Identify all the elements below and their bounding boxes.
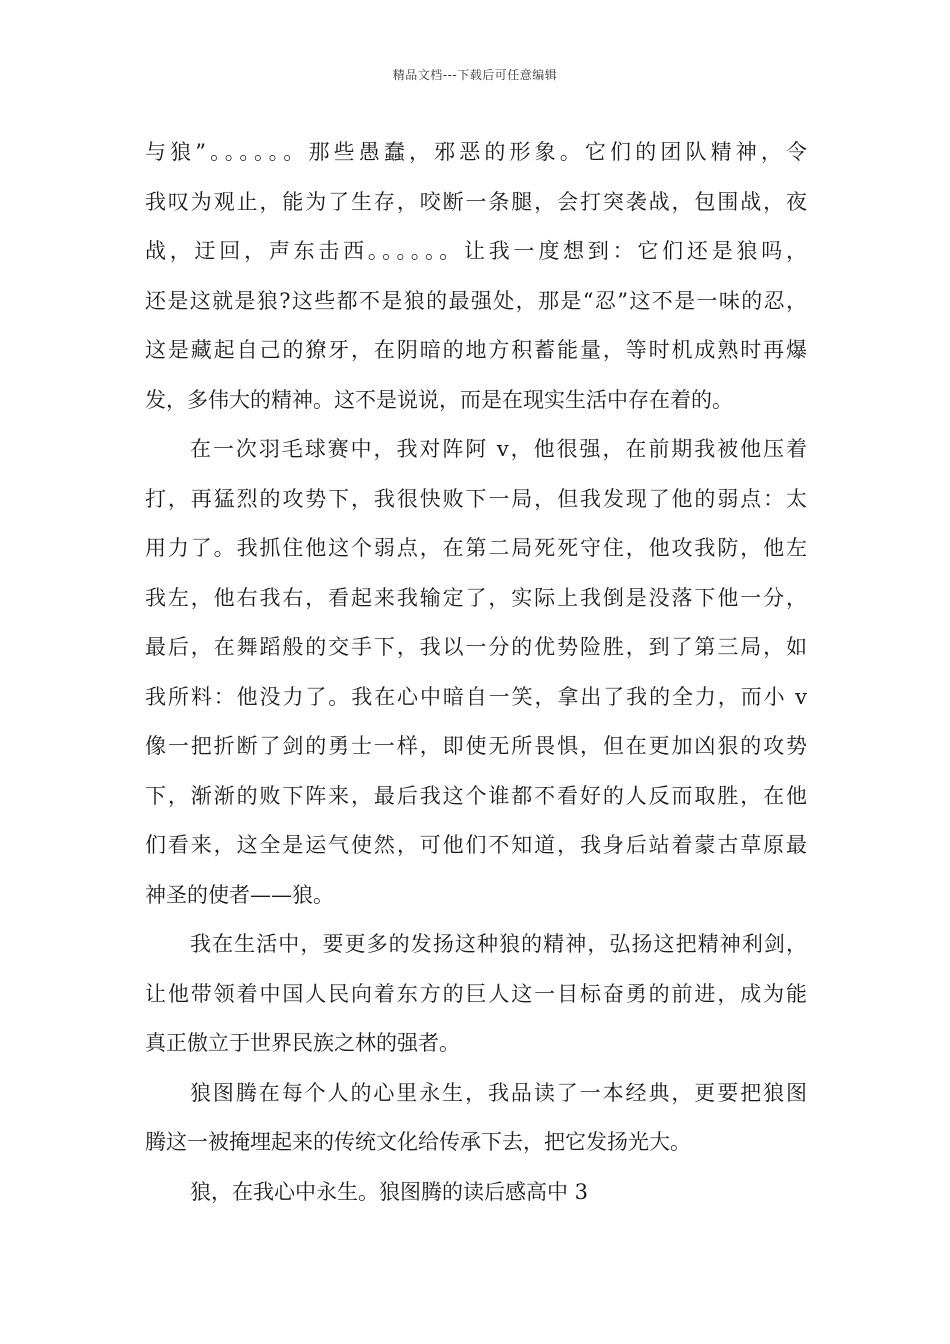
paragraph-first-line: 狼，在我心中永生。狼图腾的读后感高中 3 xyxy=(190,1179,589,1204)
text-line: 让他带领着中国人民向着东方的巨人这一目标奋勇的前进，成为能 xyxy=(145,981,807,1006)
text-line: 战，迂回，声东击西。。。。。。让我一度想到：它们还是狼吗， xyxy=(145,239,807,263)
text-line: 与狼”。。。。。。那些愚蠢，邪恶的形象。它们的团队精神，令 xyxy=(145,140,807,164)
paragraph-first-line: 狼图腾在每个人的心里永生，我品读了一本经典，更要把狼图 xyxy=(190,1080,807,1105)
text-line: 我左，他右我右，看起来我输定了，实际上我倒是没落下他一分， xyxy=(145,585,807,610)
paragraph-first-line: 在一次羽毛球赛中，我对阵阿 v，他很强，在前期我被他压着 xyxy=(190,437,807,461)
text-line: 发，多伟大的精神。这不是说说，而是在现实生活中存在着的。 xyxy=(145,387,733,412)
text-line: 神圣的使者——狼。 xyxy=(145,882,334,907)
text-line: 还是这就是狼?这些都不是狼的最强处，那是“忍”这不是一味的忍， xyxy=(145,288,807,313)
page-header: 精品文档---下载后可任意编辑 xyxy=(392,68,558,82)
text-line: 真正傲立于世界民族之林的强者。 xyxy=(145,1031,460,1055)
document-body xyxy=(145,128,807,1217)
text-line: 腾这一被掩埋起来的传统文化给传承下去，把它发扬光大。 xyxy=(145,1130,691,1154)
text-line: 用力了。我抓住他这个弱点，在第二局死死守住，他攻我防，他左 xyxy=(145,536,807,560)
text-line: 们看来，这全是运气使然，可他们不知道，我身后站着蒙古草原最 xyxy=(145,833,807,857)
text-line: 我所料：他没力了。我在心中暗自一笑，拿出了我的全力，而小 v xyxy=(145,684,807,709)
text-line: 下，渐渐的败下阵来，最后我这个谁都不看好的人反而取胜，在他 xyxy=(145,783,807,808)
text-line: 最后，在舞蹈般的交手下，我以一分的优势险胜，到了第三局，如 xyxy=(145,635,807,659)
text-line: 我叹为观止，能为了生存，咬断一条腿，会打突袭战，包围战，夜 xyxy=(145,189,807,214)
text-line: 打，再猛烈的攻势下，我很快败下一局，但我发现了他的弱点：太 xyxy=(145,486,807,511)
paragraph-first-line: 我在生活中，要更多的发扬这种狼的精神，弘扬这把精神利剑， xyxy=(190,932,807,956)
text-line: 像一把折断了剑的勇士一样，即使无所畏惧，但在更加凶狠的攻势 xyxy=(145,734,807,758)
text-line: 这是藏起自己的獠牙，在阴暗的地方积蓄能量，等时机成熟时再爆 xyxy=(145,338,807,362)
